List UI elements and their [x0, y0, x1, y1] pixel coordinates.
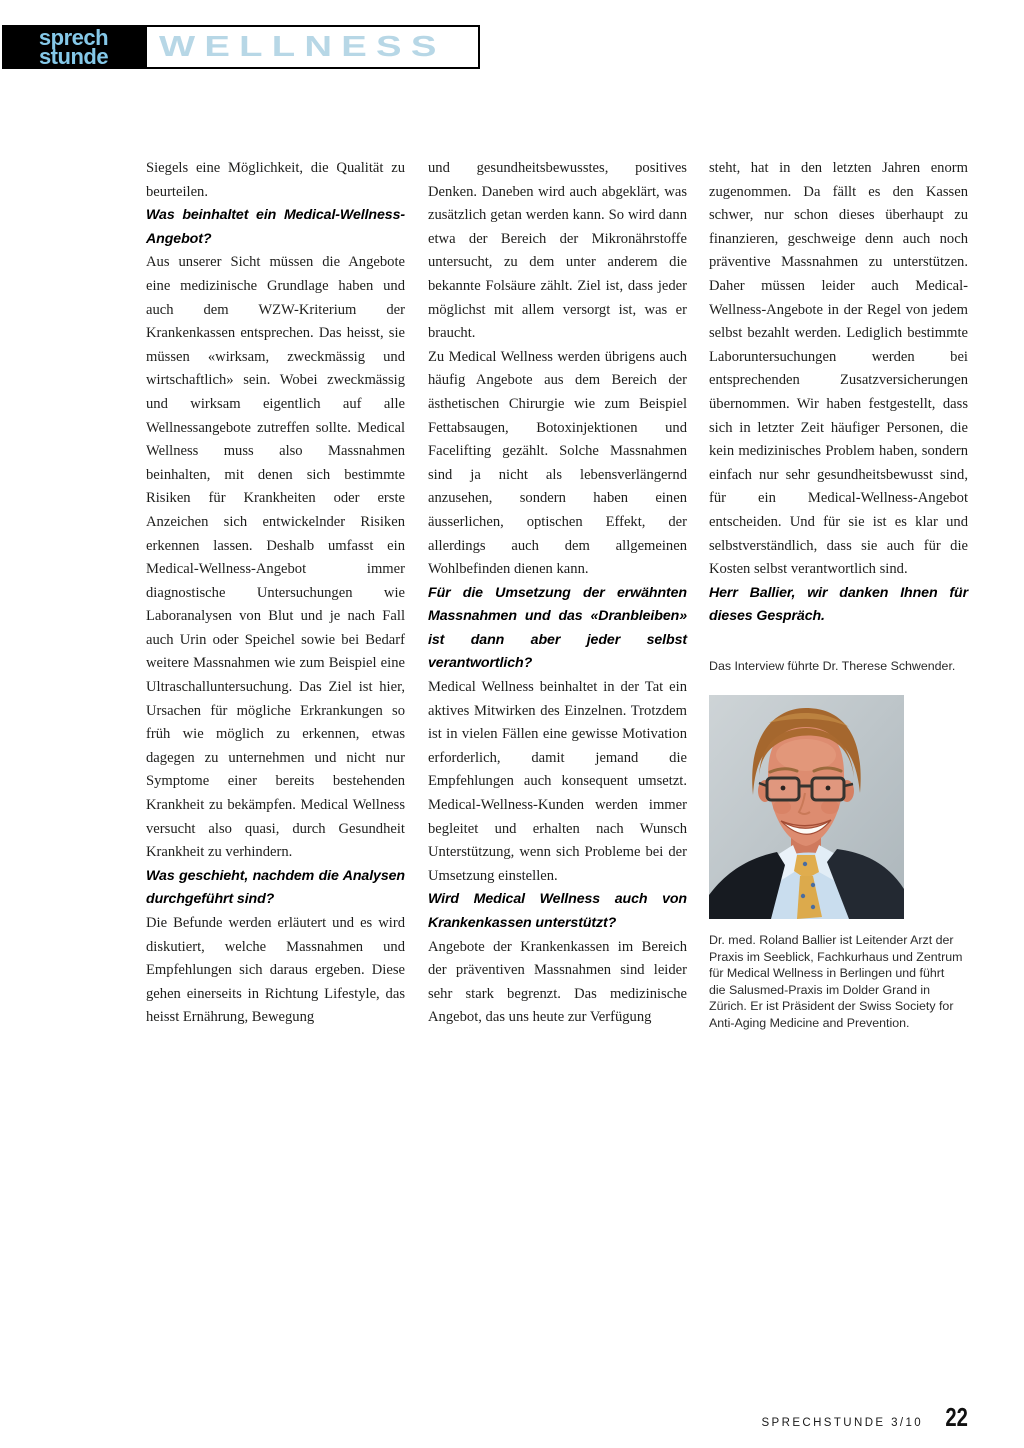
paragraph: Die Befunde werden erläutert und es wird diskutiert, welche Massnahmen und Empfehlungen sich daraus ergeben. Diese gehen einerseits in Richtung Lifestyle, das heisst Ernährung, Bewegung	[146, 915, 405, 1026]
paragraph: Zu Medical Wellness werden übrigens auch häufig Angebote aus dem Bereich der ästhetischen Chirurgie wie zum Beispiel Fettabsaugen, Botoxinjektionen und Facelifting gezählt. Solche Massnahmen sind ja nicht als lebensverlängernd anzusehen, sondern haben einen äusserlichen, optischen Effekt, der allerdings auch dem allgemeinen Wohlbefinden dienen kann.	[428, 348, 687, 578]
article-column-3	[709, 157, 968, 1031]
photo-caption: Dr. med. Roland Ballier ist Leitender Arzt der Praxis im Seeblick, Fachkurhaus und Zentrum für Medical Wellness in Berlingen und führt die Salusmed-Praxis im Dolder Grand in Zürich. Er ist Präsident der Swiss Society for Anti-Aging Medicine and Prevention.	[709, 933, 963, 1030]
interview-question: Was beinhaltet ein Medical-Wellness-Angebot?	[146, 207, 405, 247]
interview-question: Für die Umsetzung der erwähnten Massnahmen und das «Dranbleiben» ist dann aber jeder selbst verantwortlich?	[428, 584, 687, 672]
paragraph: Angebote der Krankenkassen im Bereich der präventiven Massnahmen sind leider sehr stark begrenzt. Das medizinische Angebot, das uns heute zur Verfügung	[428, 938, 687, 1026]
journal-reference: SPRECHSTUNDE 3/10	[761, 1417, 924, 1429]
page-number: 22	[945, 1402, 968, 1432]
section-title: WELLNESS	[159, 30, 446, 63]
closing-remark: Herr Ballier, wir danken Ihnen für dieses Gespräch.	[709, 584, 968, 625]
portrait-photo	[709, 695, 904, 919]
paragraph: steht, hat in den letzten Jahren enorm zugenommen. Da fällt es den Kassen schwer, nur schon dieses überhaupt zu finanzieren, geschweige denn auch noch präventive Massnahmen zu unterstützen. Daher müssen leider auch Medical-Wellness-Angebote in der Regel von jedem selbst bezahlt werden. Lediglich bestimmte Laboruntersuchungen werden bei entsprechenden Zusatzversicherungen übernommen. Wir haben festgestellt, dass sich in letzter Zeit häufiger Personen, die kein medizinisches Problem haben, sondern einfach nur sehr gesundheitsbewusst sind, für ein Medical-Wellness-Angebot entscheiden. Und für sie ist es klar und selbstverständlich, dass sie auch für die Kosten selbst verantwortlich sind.	[709, 160, 968, 578]
paragraph: Aus unserer Sicht müssen die Angebote eine medizinische Grundlage haben und auch dem WZW-Kriterium der Krankenkassen entsprechen. Das heisst, sie müssen «wirksam, zweckmässig und wirtschaftlich» sein. Wobei zweckmässig und wirksam eigentlich auf alle Wellnessangebote zutreffen sollte. Medical Wellness muss also Massnahmen beinhalten, mit denen sich bestimmte Risiken für Krankheiten oder erste Anzeichen sich entwickelnder Risiken erkennen lassen. Deshalb umfasst ein Medical-Wellness-Angebot immer diagnostische Untersuchungen wie Laboranalysen von Blut und je nach Fall auch Urin oder Speichel sowie bei Bedarf weitere Massnahmen wie zum Beispiel eine Ultraschalluntersuchung. Das Ziel ist hier, Ursachen für mögliche Erkrankungen so früh wie möglich zu erkennen, etwas dagegen zu unternehmen und nicht nur Symptome einer bereits bestehenden Krankheit zu bekämpfen. Medical Wellness versucht also quasi, durch Gesundheit Krankheit zu verhindern.	[146, 254, 405, 861]
article-column-1	[146, 157, 405, 1030]
paragraph: und gesundheitsbewusstes, positives Denken. Daneben wird auch abgeklärt, was zusätzlich getan werden kann. So wird dann etwa der Bereich der Mikronährstoffe untersucht, zu dem unter anderem die bekannte Folsäure zählt. Ziel ist, dass jeder möglichst mit allem versorgt ist, was er braucht.	[428, 160, 687, 342]
paragraph: Medical Wellness beinhaltet in der Tat ein aktives Mitwirken des Einzelnen. Trotzdem ist in vielen Fällen eine gewisse Motivation erforderlich, damit jemand die Empfehlungen auch konsequent umsetzt. Medical-Wellness-Kunden werden immer begleitet und erhalten nach Wunsch Unterstützung, wenn sich Probleme bei der Umsetzung einstellen.	[428, 679, 687, 884]
article-column-2	[428, 157, 687, 1030]
page-footer	[709, 1404, 968, 1430]
interview-question: Was geschieht, nachdem die Analysen durchgeführt sind?	[146, 867, 405, 908]
logo-line-1: sprech	[38, 25, 109, 50]
magazine-logo	[2, 25, 145, 69]
logo-line-2: stunde	[38, 44, 109, 69]
interviewer-credit: Das Interview führte Dr. Therese Schwender.	[709, 658, 956, 673]
section-title-box	[145, 25, 480, 69]
paragraph: Siegels eine Möglichkeit, die Qualität zu beurteilen.	[146, 160, 405, 200]
interview-question: Wird Medical Wellness auch von Krankenkassen unterstützt?	[428, 891, 687, 931]
